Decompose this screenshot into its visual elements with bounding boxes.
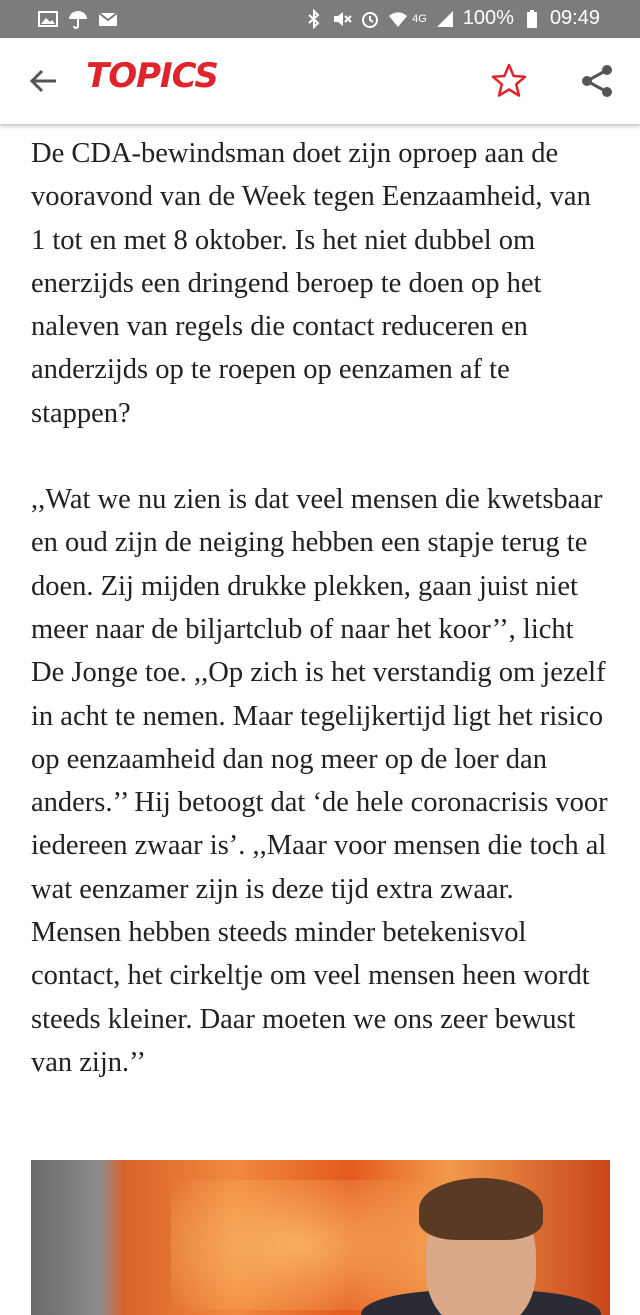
status-bar bbox=[0, 0, 640, 38]
mute-icon bbox=[332, 9, 352, 29]
signal-icon bbox=[435, 9, 455, 29]
photo-person-hair bbox=[419, 1178, 543, 1240]
article-paragraph: De CDA-bewindsman doet zijn oproep aan de vooravond van de Week tegen Eenzaamheid, van 1 tot en met 8 oktober. Is het niet dubbel om enerzijds een dringend beroep te doen op het naleven van regels die contact reduceren en anderzijds op te roepen op eenzamen af te stappen? bbox=[31, 138, 591, 429]
back-arrow-icon[interactable] bbox=[26, 64, 60, 98]
umbrella-icon bbox=[68, 9, 88, 29]
mail-icon bbox=[98, 9, 118, 29]
system-icons bbox=[304, 7, 600, 30]
article-paragraph: ,,Wat we nu zien is dat veel mensen die kwetsbaar en oud zijn de neiging hebben een stapje terug te doen. Zij mijden drukke plekken, gaan juist niet meer naar de biljartclub of naar het koor’’, licht De Jonge toe. ,,Op zich is het verstandig om jezelf in acht te nemen. Maar tegelijkertijd ligt het risico op eenzaamheid dan nog meer op de loer dan anders.’’ Hij betoogt dat ‘de hele coronacrisis voor iedereen zwaar is’. ,,Maar voor mensen die toch al wat eenzamer zijn is deze tijd extra zwaar. Mensen hebben steeds minder betekenisvol contact, het cirkeltje om veel mensen heen wordt steeds kleiner. Daar moeten we ons zeer bewust van zijn.’’ bbox=[31, 484, 608, 1078]
notification-icons bbox=[38, 9, 118, 29]
battery-percent: 100% bbox=[462, 7, 514, 29]
wifi-icon bbox=[388, 9, 408, 29]
article-photo[interactable] bbox=[31, 1160, 610, 1315]
battery-icon bbox=[522, 9, 542, 29]
image-icon bbox=[38, 9, 58, 29]
topics-logo[interactable]: TOPICS bbox=[86, 56, 218, 96]
clock: 09:49 bbox=[549, 7, 600, 29]
app-bar bbox=[0, 38, 640, 124]
article-body bbox=[31, 132, 611, 1084]
bluetooth-icon bbox=[304, 9, 324, 29]
network-type: 4G bbox=[412, 12, 427, 25]
star-icon[interactable] bbox=[490, 62, 528, 100]
photo-glow bbox=[171, 1180, 431, 1310]
share-icon[interactable] bbox=[578, 62, 616, 100]
alarm-icon bbox=[360, 9, 380, 29]
